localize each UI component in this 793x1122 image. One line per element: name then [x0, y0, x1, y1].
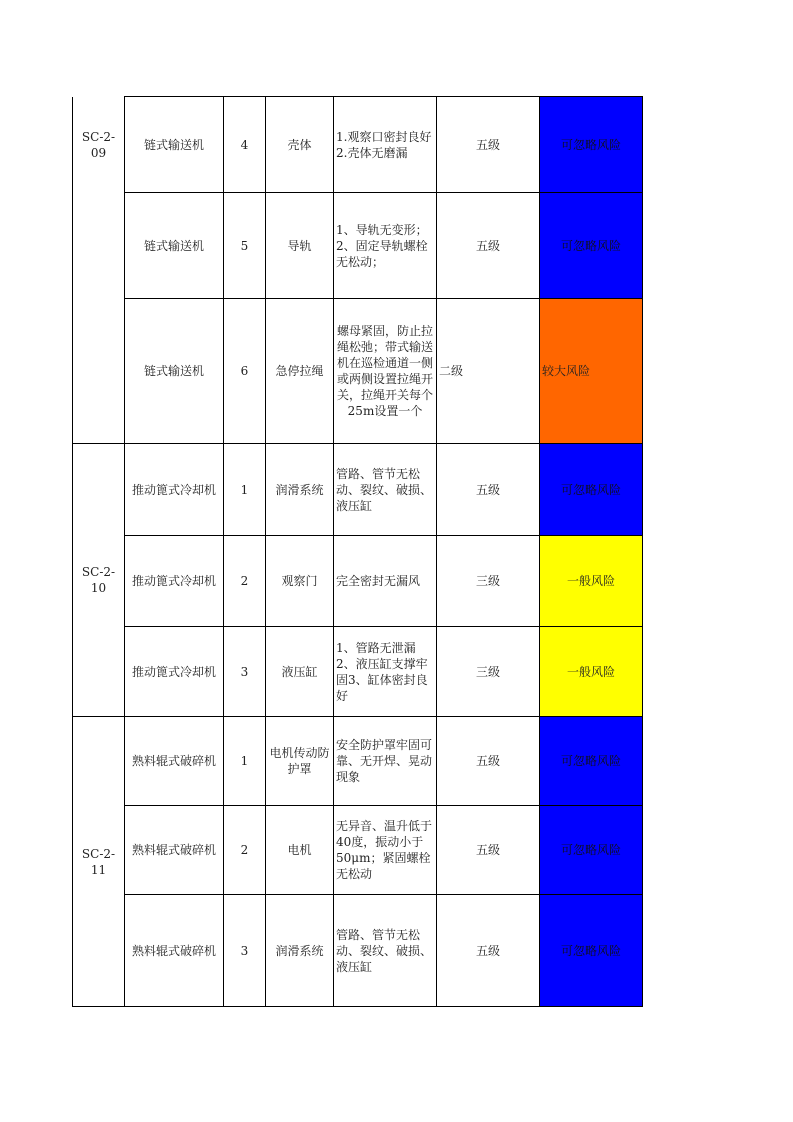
table-row	[73, 444, 643, 536]
inspection-part-cell: 电机	[266, 806, 334, 895]
equipment-code-cell: SC-2-10	[73, 444, 125, 717]
equipment-name-cell: 熟料辊式破碎机	[125, 895, 224, 1007]
equipment-name-cell: 熟料辊式破碎机	[125, 717, 224, 806]
risk-level-cell: 一般风险	[540, 536, 643, 627]
risk-level-cell: 可忽略风险	[540, 895, 643, 1007]
equipment-name-cell: 熟料辊式破碎机	[125, 806, 224, 895]
equipment-code-cell: SC-2-09	[73, 97, 125, 444]
table-row	[73, 97, 643, 193]
table-row	[73, 299, 643, 444]
risk-grade-cell: 五级	[437, 717, 540, 806]
inspection-part-cell: 导轨	[266, 193, 334, 299]
item-number-cell: 2	[224, 536, 266, 627]
inspection-part-cell: 润滑系统	[266, 444, 334, 536]
item-number-cell: 3	[224, 627, 266, 717]
item-number-cell: 1	[224, 444, 266, 536]
risk-grade-cell: 五级	[437, 193, 540, 299]
table-row	[73, 717, 643, 806]
risk-level-cell: 较大风险	[540, 299, 643, 444]
inspection-part-cell: 壳体	[266, 97, 334, 193]
equipment-name-cell: 推动篦式冷却机	[125, 444, 224, 536]
risk-grade-cell: 五级	[437, 97, 540, 193]
risk-grade-cell: 五级	[437, 806, 540, 895]
item-number-cell: 3	[224, 895, 266, 1007]
risk-level-cell: 一般风险	[540, 627, 643, 717]
inspection-standard-cell: 1、导轨无变形；2、固定导轨螺栓无松动；	[334, 193, 437, 299]
table-row	[73, 806, 643, 895]
item-number-cell: 2	[224, 806, 266, 895]
equipment-name-cell: 推动篦式冷却机	[125, 627, 224, 717]
risk-level-cell: 可忽略风险	[540, 806, 643, 895]
item-number-cell: 1	[224, 717, 266, 806]
inspection-part-cell: 电机传动防护罩	[266, 717, 334, 806]
equipment-name-cell: 链式输送机	[125, 299, 224, 444]
risk-level-cell: 可忽略风险	[540, 444, 643, 536]
inspection-part-cell: 急停拉绳	[266, 299, 334, 444]
inspection-standard-cell: 1.观察口密封良好2.壳体无磨漏	[334, 97, 437, 193]
inspection-part-cell: 液压缸	[266, 627, 334, 717]
risk-level-cell: 可忽略风险	[540, 193, 643, 299]
risk-grade-cell: 五级	[437, 444, 540, 536]
table-row	[73, 536, 643, 627]
table-row	[73, 193, 643, 299]
inspection-standard-cell: 螺母紧固，防止拉绳松弛；带式输送机在巡检通道一侧或两侧设置拉绳开关，拉绳开关每个25m设置一个	[334, 299, 437, 444]
table-row	[73, 627, 643, 717]
equipment-code-cell: SC-2-11	[73, 717, 125, 1007]
inspection-part-cell: 润滑系统	[266, 895, 334, 1007]
risk-grade-cell: 二级	[437, 299, 540, 444]
inspection-standard-cell: 管路、管节无松动、裂纹、破损、液压缸	[334, 895, 437, 1007]
item-number-cell: 6	[224, 299, 266, 444]
risk-grade-cell: 三级	[437, 627, 540, 717]
risk-inspection-table	[72, 96, 643, 1007]
inspection-standard-cell: 1、管路无泄漏2、液压缸支撑牢固3、缸体密封良好	[334, 627, 437, 717]
table-row	[73, 895, 643, 1007]
inspection-standard-cell: 完全密封无漏风	[334, 536, 437, 627]
item-number-cell: 5	[224, 193, 266, 299]
item-number-cell: 4	[224, 97, 266, 193]
risk-grade-cell: 三级	[437, 536, 540, 627]
inspection-standard-cell: 管路、管节无松动、裂纹、破损、液压缸	[334, 444, 437, 536]
inspection-part-cell: 观察门	[266, 536, 334, 627]
equipment-name-cell: 推动篦式冷却机	[125, 536, 224, 627]
equipment-name-cell: 链式输送机	[125, 97, 224, 193]
inspection-standard-cell: 无异音、温升低于40度，振动小于50μm；紧固螺栓无松动	[334, 806, 437, 895]
risk-grade-cell: 五级	[437, 895, 540, 1007]
risk-level-cell: 可忽略风险	[540, 97, 643, 193]
equipment-name-cell: 链式输送机	[125, 193, 224, 299]
risk-level-cell: 可忽略风险	[540, 717, 643, 806]
inspection-standard-cell: 安全防护罩牢固可靠、无开焊、晃动现象	[334, 717, 437, 806]
